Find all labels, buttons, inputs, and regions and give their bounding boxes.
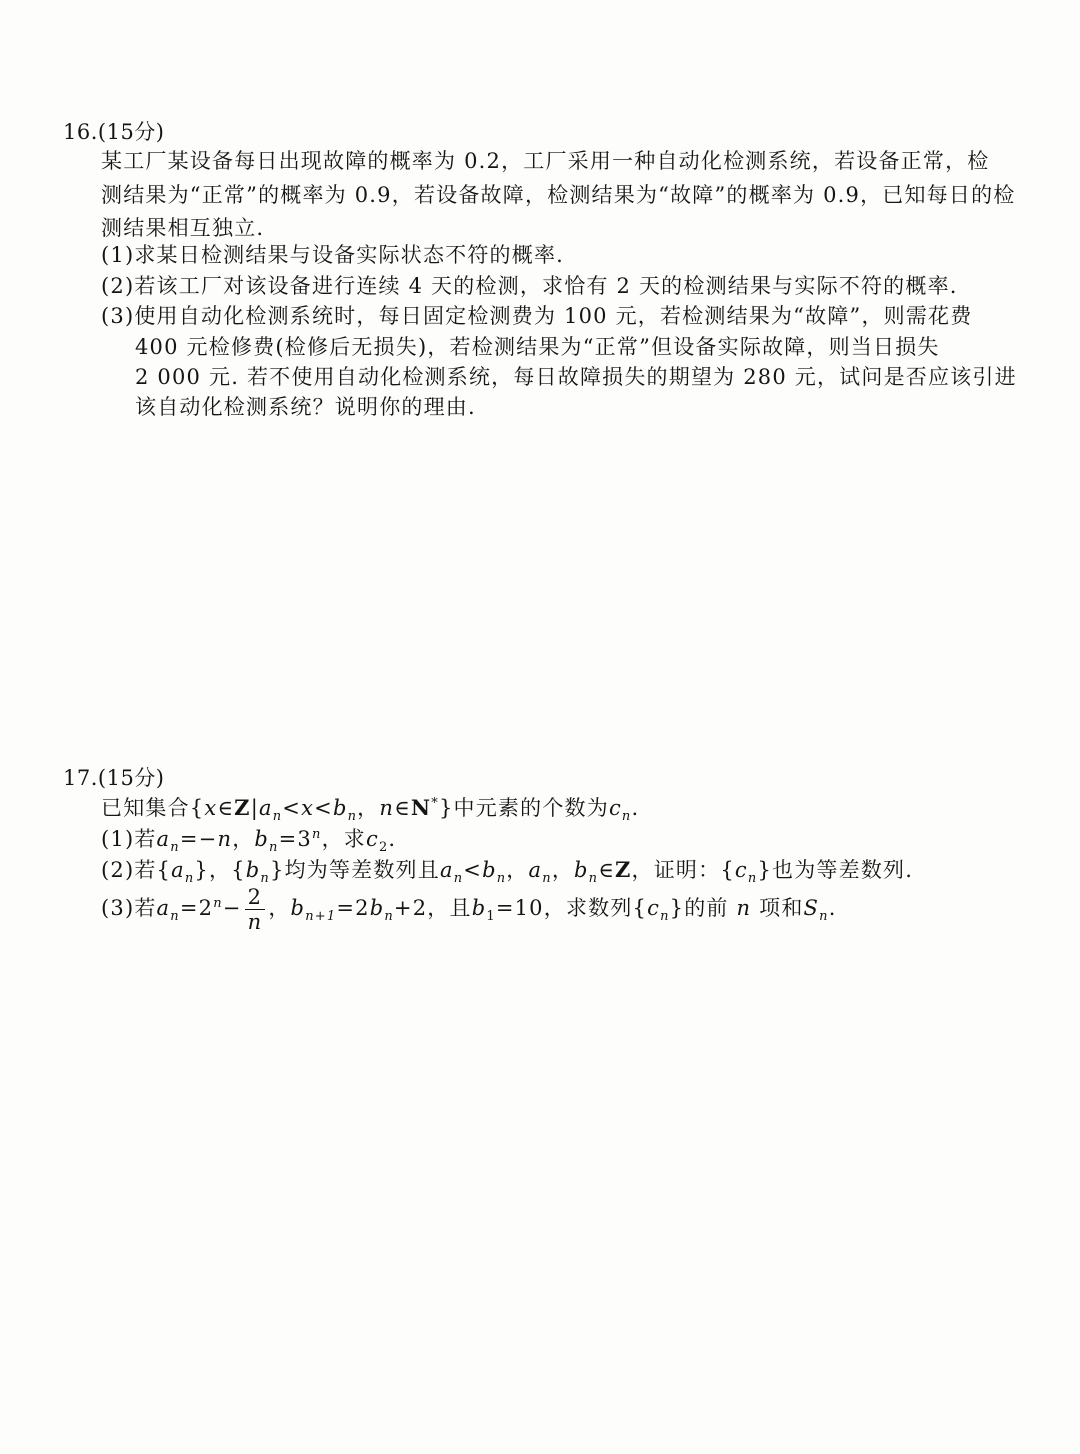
question-17-header: 17.(15分) (63, 766, 165, 790)
q17-part-3: (3)若$a_n=2^n-$ $\frac{2}{n}$ ，$b_{n+1}=2b_n+2$，且$b_1=10$，求数列$\{c_n\}$的前 n 项和$S_n$. (101, 885, 837, 934)
q16-part-3-line-2: 400 元检修费(检修后无损失)，若检测结果为“正常”但设备实际故障，则当日损失 (135, 335, 940, 359)
q16-stem-line-2: 测结果为“正常”的概率为 0.9，若设备故障，检测结果为“故障”的概率为 0.9，已知每日的检 (101, 183, 1016, 207)
q16-part-1: (1)求某日检测结果与设备实际状态不符的概率. (101, 243, 565, 267)
q16-part-2: (2)若该工厂对该设备进行连续 4 天的检测，求恰有 2 天的检测结果与实际不符的概率. (101, 274, 958, 298)
q17-stem: 已知集合{$x\in Z|a_n<x<b_n$，n∈N*}中元素的个数为$c_n$. (101, 795, 640, 825)
fraction-2-over-n: $\frac{2}{n}$ (245, 885, 266, 934)
q16-stem-line-3: 测结果相互独立. (101, 216, 265, 240)
q16-part-3-line-3: 2 000 元. 若不使用自动化检测系统，每日故障损失的期望为 280 元，试问是否应该引进 (135, 365, 1017, 389)
question-16-header: 16.(15分) (63, 120, 165, 144)
q16-stem-line-1: 某工厂某设备每日出现故障的概率为 0.2，工厂采用一种自动化检测系统，若设备正常，检 (101, 149, 990, 173)
q16-part-3-line-1: (3)使用自动化检测系统时，每日固定检测费为 100 元，若检测结果为“故障”，则需花费 (101, 304, 973, 328)
q17-part-1: (1)若$a_n=-n$，$b_n=3^n$，求$c_2$. (101, 827, 397, 856)
q17-part-2: (2)若$\{a_n\}$，$\{b_n\}$均为等差数列且$a_n<b_n$，$a_n$，$b_n\in Z$，证明：$\{c_n\}$也为等差数列. (101, 857, 914, 887)
q16-part-3-line-4: 该自动化检测系统？说明你的理由. (135, 395, 476, 419)
